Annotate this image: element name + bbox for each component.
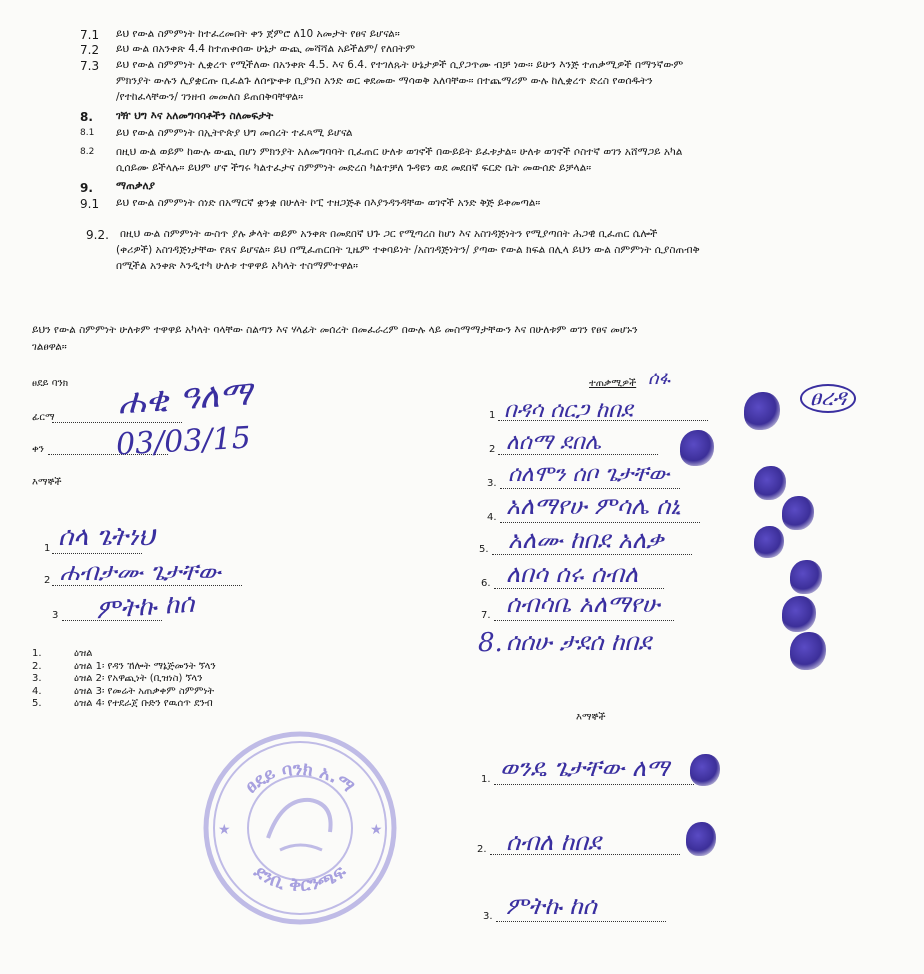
member-4-line [500,522,700,523]
member-8-ink: ሰሰሁ ታደሰ ከበደ [506,628,652,656]
bank-date-label: ቀን [32,444,44,455]
bank-witness-3-number: 3 [52,610,59,621]
member-4-ink: አለማየሁ ምሳሌ ሰኒ [506,492,681,520]
stamp-star-right: ★ [370,822,383,838]
member-2-number: 2 [489,444,496,455]
clause-7-1-text: ይህ የውል ስምምነት ከተፈረመበት ቀን ጀምሮ ለ10 አመታት የፀና ይሆናል። [116,28,400,40]
member-7-number: 7. [481,610,491,621]
member-2-ink: ለሰማ ደበሌ [506,430,601,455]
attachment-item [32,661,216,674]
member-5-line [492,554,692,555]
attachment-text: ዕዝል [74,648,93,659]
stamp-top-text: ፀደይ ባንክ አ.ማ [241,758,359,798]
member-3-thumbprint [754,466,786,500]
bank-witness-2-number: 2 [44,575,51,586]
member-8-number: 8. [478,628,503,658]
bank-witness-1-line [52,553,142,554]
clause-9-1-text: ይህ የውል ስምምነት ሰነድ በአማርኛ ቋንቋ በሁለት ኮፒ ተዘጋጅቶ በእያንዳንዳቸው ወገኖች አንድ ቅጅ ይቀመጣል። [116,197,541,209]
beneficiaries-witnesses-label: እማኞች [576,712,606,723]
attachment-item [32,648,216,661]
clause-7-3-line-1: ይህ የውል ስምምነት ሊቋረጥ የሚችለው በአንቀጽ 4.5. እና 6.4. የተገለጹት ሁኔታዎች ሲያጋጥሙ ብቻ ነው። ይሁን እንጅ ተጠቃሚዎች በማንኛውም [116,59,684,71]
clause-7-2-number: 7.2 [80,43,100,57]
member-6-ink: ለበሳ ሰሩ ሰብለ [506,560,639,588]
bank-witness-1-number: 1 [44,543,51,554]
bank-signature-line [52,422,182,423]
member-5-number: 5. [479,544,489,555]
clause-8-2-line-2: ሲሰይሙ ይችላሉ። ይህም ሆኖ ችግሩ ካልተፈታና ስምምነት መድረስ ካልተቻለ ጉዳዩን ወደ መደበኛ ፍርድ ቤት መውሰድ ይቻላል። [116,162,592,174]
beneficiary-witness-1-thumbprint [690,754,720,786]
beneficiaries-label: ተጠቃሚዎች [589,378,637,389]
beneficiary-witness-3-number: 3. [483,911,493,922]
attachment-text: ዕዝል 3፡ የመሬት አጠቃቀም ስምምነት [74,685,215,697]
attachment-number: 2. [32,660,42,672]
bank-witness-2-ink: ሐብታሙ ጌታቸው [60,558,221,586]
bank-signature-ink: ሐቂ ዓለማ [116,373,254,423]
member-1-ink: በዳሳ ሰርጋ ከበደ [504,398,633,423]
beneficiary-witness-3-ink: ምትኩ ከሰ [506,892,597,920]
attachment-number: 3. [32,673,42,684]
attachment-item [32,698,216,711]
member-7-thumbprint [782,596,816,632]
section-9-number: 9. [80,181,93,195]
clause-8-2-line-1: በዚህ ውል ወይም ከውሉ ውጪ በሆነ ምክንያት አለመግባባት ቢፈጠር ሁለቱ ወገኖች በውይይት ይፈቱታል። ሁለቱ ወገኖች ሶስተኛ ወገን አሸማጋይ አካል [116,146,683,158]
clause-9-2-line-1: በዚህ ውል ስምምነት ውስጥ ያሉ ቃላት ወይም አንቀጽ በመደበኛ ህጉ ጋር የሚጣረስ ከሆነ እና አስገዳጅነትን የሚያጣበት ሕጋዊ ቢፈጠር ሴሎች [120,228,658,240]
member-5-thumbprint [754,526,784,558]
bank-signature-label: ፊርማ [32,412,55,423]
member-6-number: 6. [481,578,491,589]
closing-line-1: ይህን የውል ስምምነት ሁለቱም ተዋዋይ አካላት ባላቸው ስልጣን እና ሃላፊት መሰረት በመፈራረም በውሉ ላይ መስማማታቸውን እና በሁለቱም ወገን የፀና መሆኑን [32,324,638,336]
member-6-line [494,588,664,589]
section-8-heading: ገዥ ህግ እና አለመግባባቶችን ስለመፍታት [116,110,274,122]
clause-8-1-number: 8.1 [80,128,95,138]
clause-9-1-number: 9.1 [80,197,100,211]
member-2-thumbprint [680,430,714,466]
member-3-ink: ሰለሞን ሰቦ ጌታቸው [508,462,670,487]
beneficiary-witness-2-number: 2. [477,844,487,855]
clause-9-2-line-3: በሚችል አንቀጽ እንዲተካ ሁለቱ ተዋዋይ አካላት ተስማምተዋል። [116,260,359,272]
beneficiary-witness-3-line [496,921,666,922]
beneficiary-witness-1-number: 1. [481,774,491,785]
beneficiary-witness-2-thumbprint [686,822,716,856]
member-1-thumbprint [744,392,780,430]
member-4-number: 4. [487,512,497,523]
attachment-list [32,648,216,711]
bank-stamp [200,720,400,930]
attachment-text: ዕዝል 1፡ የዳን ኸሎት ማኔጅመንት ኘላን [74,660,216,672]
attachment-number: 4. [32,685,42,697]
attachment-item [32,686,216,699]
bank-witness-1-ink: ሰላ ጌትነህ [58,522,155,552]
attachment-number: 1. [32,648,42,659]
member-7-line [494,620,674,621]
attachment-text: ዕዝል 2፡ የአዋጪነት (ቢዝነስ) ኘላን [74,673,203,684]
beneficiary-witness-1-line [494,784,694,785]
section-9-heading: ማጠቃለያ [116,180,156,192]
member-7-ink: ሰብሳቤ አለማየሁ [506,590,660,618]
attachment-text: ዕዝል 4፡ የተደራጀ ቡድን የዉሰጥ ደንብ [74,698,213,709]
member-3-line [500,488,680,489]
section-8-number: 8. [80,110,93,124]
stamp-star-left: ★ [218,822,231,838]
beneficiary-witness-2-ink: ሰብለ ከበደ [506,828,601,856]
attachment-number: 5. [32,698,42,709]
clause-8-2-number: 8.2 [80,147,95,157]
clause-7-2-text: ይህ ውል በአንቀጽ 4.4 ከተጠቀሰው ሁኔታ ውጪ መሻሻል አይችልም/ የለበትም [116,43,416,55]
closing-line-2: ገልፀዋል። [32,341,67,353]
clause-8-1-text: ይህ የውል ስምምነት በኢትዮጵያ ህግ መሰረት ተፈጻሚ ይሆናል [116,127,353,139]
clause-7-3-line-3: /የተከፈላቸውን/ ገንዘብ መመለስ ይጠበቅባቸዋል። [116,91,304,103]
member-6-thumbprint [790,560,822,594]
member-5-ink: አለሙ ከበደ አለቃ [508,526,664,554]
bank-name: ፀደይ ባንክ [32,378,69,389]
clause-7-3-number: 7.3 [80,59,100,73]
beneficiaries-label-ink: ሰፋ [648,368,671,389]
bank-witnesses-label: እማኞች [32,477,62,488]
stamp-bottom-text: ደንቢ ቅርንጫፍ [249,861,351,896]
beneficiaries-stamp-ink: ፀረዳ [800,384,856,413]
member-1-number: 1 [489,410,496,421]
member-8-thumbprint [790,632,826,670]
beneficiary-witness-1-ink: ወንዴ ጌታቸው ለማ [500,754,670,782]
clause-9-2-number: 9.2. [86,228,109,242]
clause-7-1-number: 7.1 [80,28,100,42]
clause-7-3-line-2: ምክንያት ውሉን ሊያቋርጡ ቢፈልጉ ለሰጭቀቱ ቢያንስ አንድ ወር ቀደመው ማሳወቅ አለባቸው። በተጨማሪም ውሉ ከሊቋረጥ ድረስ የወሰዱትን [116,75,653,87]
attachment-item [32,673,216,686]
clause-9-2-line-2: (ቀሪዎች) አስገዳጅነታቸው የጸና ይሆናል። ይህ በሚፈጠርበት ጊዜም ተቀባይነት /አስገዳጅነትን/ ያጣው የውል ክፍል በሊላ ይህን ውል ስምምነት ሲያስጠብቅ [116,244,700,256]
bank-witness-3-ink: ምትኩ ከሰ [95,588,196,626]
member-3-number: 3. [487,478,497,489]
member-4-thumbprint [782,496,814,530]
bank-date-ink: 03/03/15 [115,420,252,463]
